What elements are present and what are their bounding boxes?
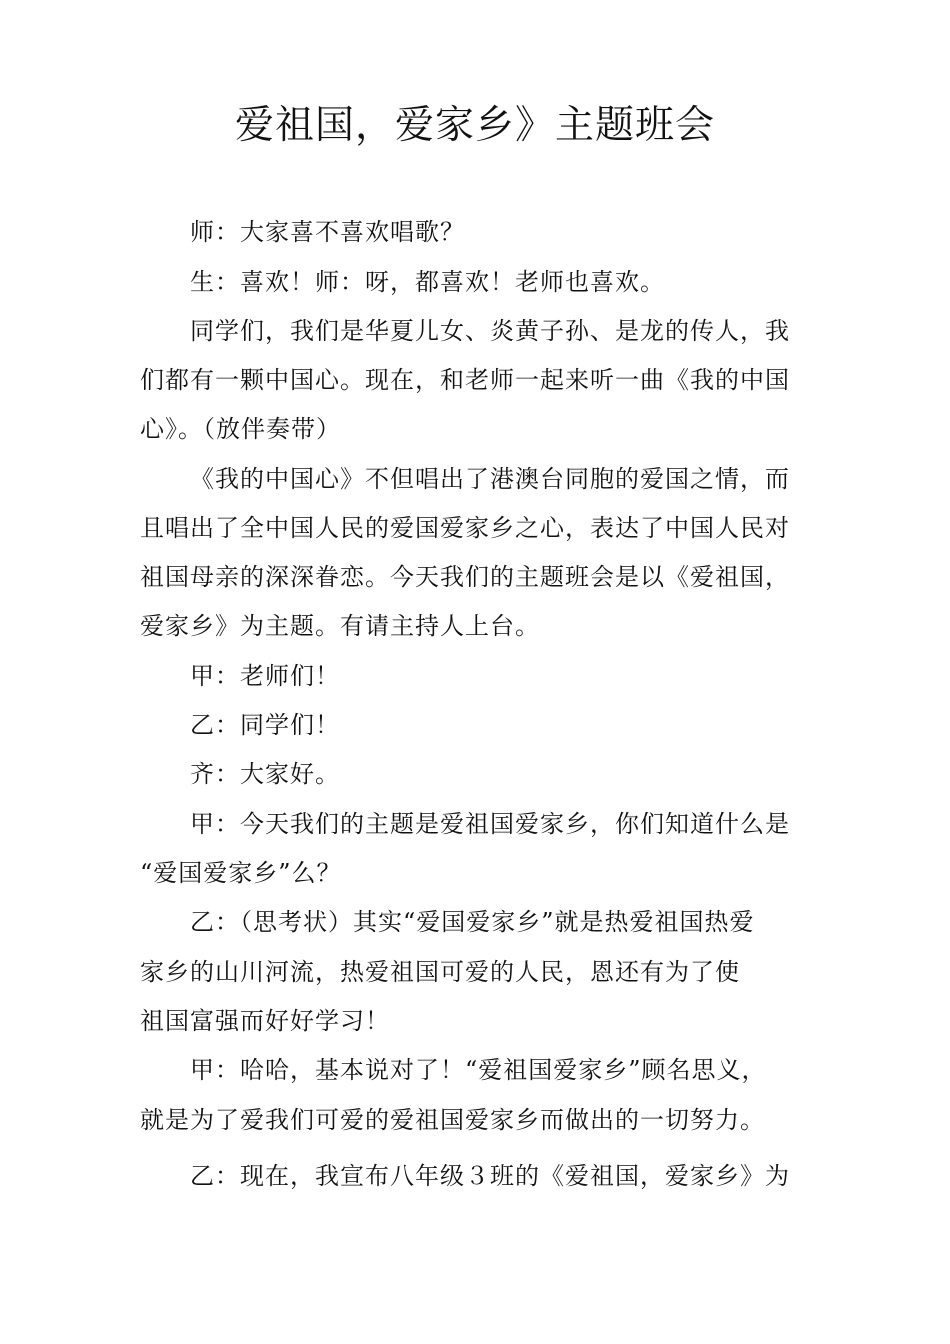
text-line: 甲：今天我们的主题是爱祖国爱家乡，你们知道什么是 — [190, 810, 790, 838]
text-line: 师：大家喜不喜欢唱歌？ — [190, 218, 465, 246]
page-title: 爱祖国，爱家乡》主题班会 — [234, 103, 715, 148]
text-line: “爱国爱家乡”么？ — [140, 859, 342, 887]
text-line: 爱家乡》为主题。有请主持人上台。 — [140, 612, 540, 640]
text-line: 们都有一颗中国心。现在，和老师一起来听一曲《我的中国 — [140, 366, 790, 394]
text-line: 乙：同学们！ — [190, 711, 340, 739]
text-line: 家乡的山川河流，热爱祖国可爱的人民，恩还有为了使 — [140, 958, 740, 986]
text-line: 祖国富强而好好学习！ — [140, 1007, 390, 1035]
text-line: 生：喜欢！师：呀，都喜欢！老师也喜欢。 — [190, 268, 665, 296]
text-line: 乙：（思考状）其实“爱国爱家乡”就是热爱祖国热爱 — [190, 908, 755, 936]
text-line: 甲：哈哈，基本说对了！“爱祖国爱家乡”顾名思义， — [190, 1056, 767, 1084]
text-line: 且唱出了全中国人民的爱国爱家乡之心，表达了中国人民对 — [140, 514, 790, 542]
text-line: 《我的中国心》不但唱出了港澳台同胞的爱国之情，而 — [190, 465, 790, 493]
text-line: 心》。（放伴奏带） — [140, 415, 341, 443]
text-line: 同学们，我们是华夏儿女、炎黄子孙、是龙的传人，我 — [190, 317, 790, 345]
text-line: 甲：老师们！ — [190, 662, 340, 690]
text-line: 就是为了爱我们可爱的爱祖国爱家乡而做出的一切努力。 — [140, 1106, 765, 1134]
text-line: 乙：现在，我宣布八年级３班的《爱祖国，爱家乡》为 — [190, 1162, 790, 1190]
text-line: 齐：大家好。 — [190, 760, 340, 788]
text-line: 祖国母亲的深深眷恋。今天我们的主题班会是以《爱祖国， — [140, 563, 790, 591]
